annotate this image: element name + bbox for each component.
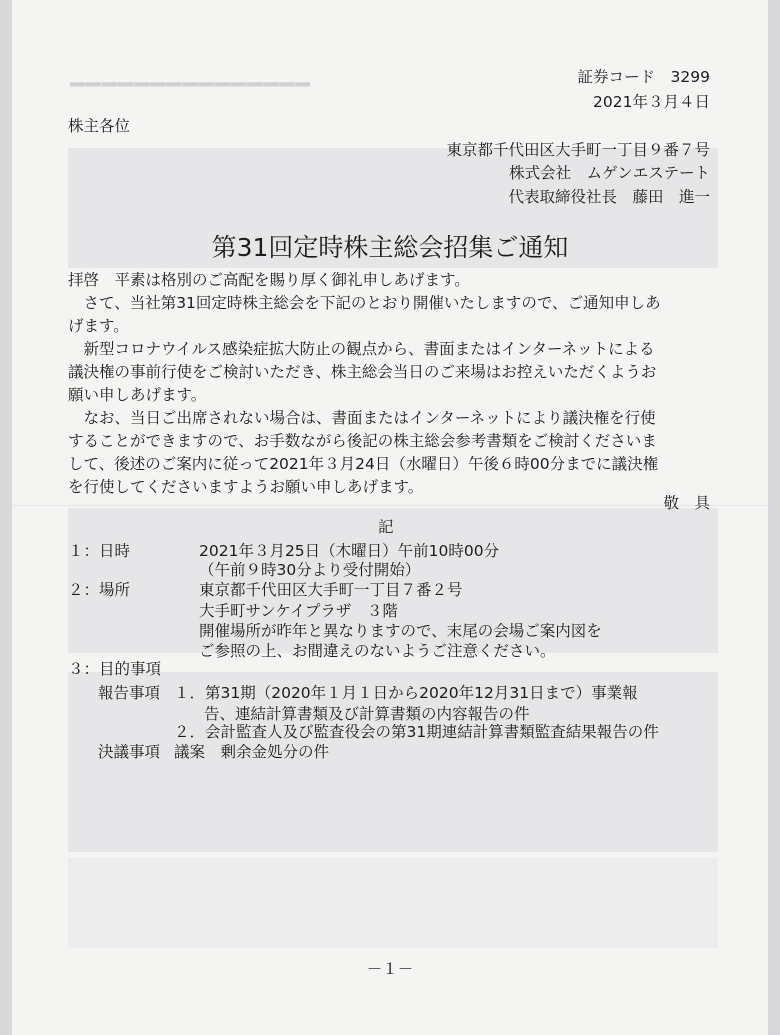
issue-date: 2021年３月４日 xyxy=(593,93,710,111)
agenda-label: ３：目的事項 xyxy=(68,660,162,678)
reception-time: （午前９時30分より受付開始） xyxy=(199,561,421,579)
page-title: 第31回定時株主総会招集ご通知 xyxy=(211,233,569,262)
body-line: なお、当日ご出席されない場合は、書面またはインターネットにより議決権を行使 xyxy=(68,409,656,427)
page-number: －１－ xyxy=(366,960,414,978)
body-line: さて、当社第31回定時株主総会を下記のとおり開催いたしますので、ご通知申しあ xyxy=(68,294,661,312)
report-item-2: ２．会計監査人及び監査役会の第31期連結計算書類監査結果報告の件 xyxy=(174,723,659,741)
securities-code: 証券コード 3299 xyxy=(577,68,710,86)
resolution-item: 議案 剰余金処分の件 xyxy=(174,743,330,761)
venue-label: ２：場所 xyxy=(68,581,131,599)
show-through-block xyxy=(68,858,718,948)
venue-note: ご参照の上、お間違えのないようご注意ください。 xyxy=(199,642,556,660)
body-line: して、後述のご案内に従って2021年３月24日（水曜日）午後６時00分までに議決権 xyxy=(68,455,659,473)
venue-note: 開催場所が昨年と異なりますので、末尾の会場ご案内図を xyxy=(199,622,602,640)
closing-phrase: 敬 具 xyxy=(663,494,710,512)
body-line: を行使してくださいますようお願い申しあげます。 xyxy=(68,478,424,496)
datetime-label: １：日時 xyxy=(68,542,131,560)
body-line: 新型コロナウイルス感染症拡大防止の観点から、書面またはインターネットによる xyxy=(68,340,655,358)
body-line: 願い申しあげます。 xyxy=(68,386,207,404)
report-item-1: １．第31期（2020年１月１日から2020年12月31日まで）事業報 xyxy=(174,684,638,702)
addressee: 株主各位 xyxy=(68,117,131,135)
resolution-items-label: 決議事項 xyxy=(98,743,161,761)
venue-address: 東京都千代田区大手町一丁目７番２号 xyxy=(199,581,463,599)
body-line: 議決権の事前行使をご検討いただき、株主総会当日のご来場はお控えいただくようお xyxy=(68,363,657,381)
notice-page xyxy=(12,0,768,1035)
body-line: することができますので、お手数ながら後記の株主総会参考書類をご検討くださいま xyxy=(68,432,657,450)
venue-name: 大手町サンケイプラザ ３階 xyxy=(199,602,398,620)
company-name: 株式会社 ムゲンエステート xyxy=(509,164,710,182)
show-through-heading: ━━━━━━━━━━━━━━━ xyxy=(70,70,311,99)
body-line: 拝啓 平素は格別のご高配を賜り厚く御礼申しあげます。 xyxy=(68,271,470,289)
datetime-value: 2021年３月25日（木曜日）午前10時00分 xyxy=(199,542,500,560)
representative-name: 代表取締役社長 藤田 進一 xyxy=(508,188,710,206)
record-heading: 記 xyxy=(378,518,394,536)
company-address: 東京都千代田区大手町一丁目９番７号 xyxy=(446,141,710,159)
report-item-1-cont: 告、連結計算書類及び計算書類の内容報告の件 xyxy=(204,705,530,723)
body-line: げます。 xyxy=(68,317,129,335)
report-items-label: 報告事項 xyxy=(98,684,161,702)
page-crease xyxy=(12,505,768,506)
